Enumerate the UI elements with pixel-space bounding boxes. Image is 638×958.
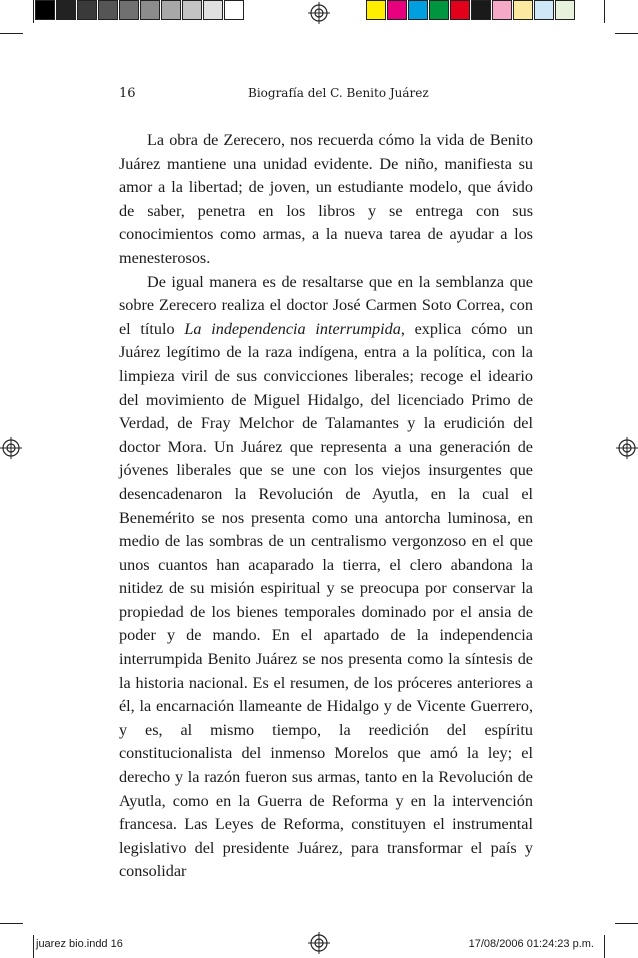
registration-mark-icon	[308, 932, 330, 954]
registration-mark-icon	[0, 437, 22, 459]
paragraph-text: De igual manera es de resaltarse que en la semblanza que sobre Zerecero realiza el doctor José Carmen Soto Correa, con el título	[119, 272, 533, 338]
crop-mark-top-left-h	[0, 33, 23, 34]
color-swatch	[140, 0, 160, 20]
color-swatch	[203, 0, 223, 20]
cmyk-color-bar	[366, 0, 576, 22]
color-swatch	[471, 0, 491, 20]
crop-mark-top-right-h	[615, 33, 638, 34]
color-swatch	[119, 0, 139, 20]
color-swatch	[408, 0, 428, 20]
color-swatch	[224, 0, 244, 20]
color-swatch	[534, 0, 554, 20]
color-swatch	[161, 0, 181, 20]
crop-mark-bottom-left-h	[0, 923, 23, 924]
color-swatch	[35, 0, 55, 20]
color-swatch	[77, 0, 97, 20]
color-swatch	[387, 0, 407, 20]
color-swatch	[555, 0, 575, 20]
print-timestamp: 17/08/2006 01:24:23 p.m.	[468, 938, 594, 950]
color-swatch	[56, 0, 76, 20]
file-info: juarez bio.indd 16	[36, 938, 123, 950]
color-swatch	[429, 0, 449, 20]
book-title: La independencia interrumpida	[184, 319, 401, 338]
registration-mark-icon	[308, 2, 330, 24]
color-swatch	[513, 0, 533, 20]
paragraph-text: , explica cómo un Juárez legítimo de la raza indígena, entra a la política, con la limpieza viril de sus convicciones liberales; recoge el ideario del movimiento de Miguel Hidalgo, del licenciado Primo de Verdad, de Fray Melchor de Talamantes y la erudición del doctor Mora. Un Juárez que representa a una generación de jóvenes liberales que se une con los viejos insurgentes que desencadenaron la Revolución de Ayutla, en la cual el Benemérito se nos presenta como una antorcha luminosa, en medio de las sombras de un centralismo vergonzoso en el que unos cuantos han acaparado la tierra, el clero abandona la nitidez de su misión espiritual y se preocupa por conservar la propiedad de los bienes temporales dominado por el ansia de poder y de mando. En el apartado de la independencia interrumpida Benito Juárez se nos presenta como la síntesis de la historia nacional. Es el resumen, de los próceres anteriores a él, la encarnación llameante de Hidalgo y de Vicente Guerrero, y es, al mismo tiempo, la reedición del espíritu constitucionalista del inmenso Morelos que amó la ley; el derecho y la razón fueron sus armas, tanto en la Revolución de Ayutla, como en la Guerra de Reforma y en la intervención francesa. Las Leyes de Reforma, constituyen el instrumental legislativo del presidente Juárez, para transformar el país y consolidar	[119, 319, 534, 881]
registration-mark-icon	[616, 437, 638, 459]
crop-mark-top-right-v	[604, 0, 605, 23]
crop-mark-bottom-right-v	[604, 935, 605, 958]
crop-mark-bottom-left-v	[33, 935, 34, 958]
body-text	[119, 129, 533, 884]
page-number: 16	[119, 86, 136, 101]
grayscale-color-bar	[35, 0, 245, 22]
running-header-title: Biografía del C. Benito Juárez	[248, 86, 429, 100]
color-swatch	[366, 0, 386, 20]
paragraph	[119, 271, 533, 884]
crop-mark-top-left-v	[33, 0, 34, 23]
color-swatch	[450, 0, 470, 20]
color-swatch	[492, 0, 512, 20]
color-swatch	[98, 0, 118, 20]
paragraph: La obra de Zerecero, nos recuerda cómo la vida de Benito Juárez mantiene una unidad evidente. De niño, manifiesta su amor a la libertad; de joven, un estudiante modelo, que ávido de saber, penetra en los libros y se entrega con sus conocimientos como armas, a la nueva tarea de ayudar a los menesterosos.	[119, 131, 533, 267]
crop-mark-bottom-right-h	[615, 923, 638, 924]
color-swatch	[182, 0, 202, 20]
